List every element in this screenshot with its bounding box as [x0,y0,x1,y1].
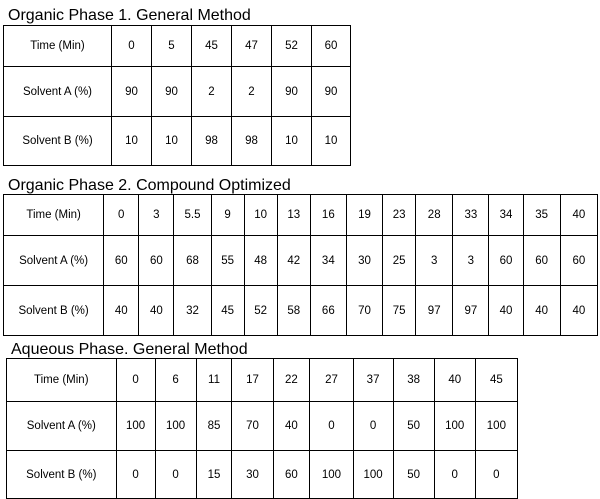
table-cell: 52 [272,26,312,67]
table-row [4,286,598,336]
row-label: Solvent A (%) [4,67,112,117]
table-cell: 60 [139,236,174,286]
table-cell: 23 [383,195,416,236]
table-cell: 66 [310,286,346,336]
table-cell: 30 [232,451,273,499]
table-cell: 100 [310,451,353,499]
table-cell: 45 [211,286,244,336]
table-cell: 60 [104,236,139,286]
table-cell: 58 [277,286,310,336]
table-cell: 40 [560,195,597,236]
gradient-table [3,194,598,336]
table-cell: 90 [312,67,351,117]
table-cell: 35 [523,195,560,236]
row-label: Time (Min) [4,195,104,236]
table-title: Organic Phase 2. Compound Optimized [8,177,291,194]
table-cell: 0 [104,195,139,236]
table-cell: 97 [416,286,453,336]
table-cell: 37 [353,359,393,402]
table-cell: 90 [272,67,312,117]
table-cell: 45 [475,359,517,402]
table-cell: 10 [272,117,312,166]
table-cell: 33 [453,195,489,236]
table-title: Organic Phase 1. General Method [8,7,251,24]
table-cell: 19 [346,195,382,236]
table-cell: 100 [155,402,196,451]
row-label: Solvent A (%) [7,402,117,451]
table-cell: 27 [310,359,353,402]
table-cell: 40 [560,286,597,336]
table-title: Aqueous Phase. General Method [11,341,248,358]
table-cell: 40 [489,286,523,336]
table-cell: 45 [192,26,232,67]
table-cell: 0 [310,402,353,451]
table-cell: 50 [393,451,434,499]
table-cell: 40 [104,286,139,336]
table-cell: 13 [277,195,310,236]
table-cell: 100 [353,451,393,499]
table-cell: 60 [312,26,351,67]
table-cell: 42 [277,236,310,286]
table-cell: 60 [560,236,597,286]
row-label: Solvent B (%) [7,451,117,499]
table-cell: 98 [192,117,232,166]
table-row [4,67,351,117]
table-row [4,26,351,67]
table-cell: 2 [232,67,272,117]
table-cell: 85 [196,402,232,451]
row-label: Solvent B (%) [4,286,104,336]
table-cell: 3 [139,195,174,236]
table-cell: 50 [393,402,434,451]
table-cell: 55 [211,236,244,286]
table-cell: 60 [273,451,310,499]
table-cell: 48 [244,236,277,286]
table-cell: 90 [152,67,192,117]
table-cell: 100 [475,402,517,451]
table-row [4,117,351,166]
table-cell: 9 [211,195,244,236]
table-cell: 22 [273,359,310,402]
gradient-table [3,25,351,166]
table-cell: 10 [244,195,277,236]
table-cell: 3 [453,236,489,286]
table-cell: 28 [416,195,453,236]
table-cell: 90 [112,67,152,117]
table-cell: 0 [116,359,155,402]
table-cell: 38 [393,359,434,402]
row-label: Solvent B (%) [4,117,112,166]
table-cell: 10 [152,117,192,166]
row-label: Time (Min) [7,359,117,402]
table-cell: 98 [232,117,272,166]
table-cell: 0 [353,402,393,451]
table-cell: 40 [139,286,174,336]
table-cell: 0 [116,451,155,499]
table-row [7,402,518,451]
table-cell: 60 [523,236,560,286]
table-row [4,195,598,236]
row-label: Solvent A (%) [4,236,104,286]
table-cell: 97 [453,286,489,336]
table-cell: 47 [232,26,272,67]
table-cell: 2 [192,67,232,117]
table-cell: 52 [244,286,277,336]
table-row [7,451,518,499]
table-cell: 68 [174,236,211,286]
table-cell: 0 [475,451,517,499]
table-cell: 100 [116,402,155,451]
table-cell: 11 [196,359,232,402]
table-cell: 15 [196,451,232,499]
table-cell: 0 [434,451,475,499]
table-cell: 75 [383,286,416,336]
table-cell: 34 [310,236,346,286]
table-cell: 70 [346,286,382,336]
table-row [7,359,518,402]
table-cell: 60 [489,236,523,286]
table-cell: 0 [155,451,196,499]
table-cell: 10 [112,117,152,166]
table-row [4,236,598,286]
table-cell: 10 [312,117,351,166]
table-cell: 30 [346,236,382,286]
table-cell: 16 [310,195,346,236]
table-cell: 100 [434,402,475,451]
table-cell: 40 [273,402,310,451]
table-cell: 70 [232,402,273,451]
table-cell: 25 [383,236,416,286]
row-label: Time (Min) [4,26,112,67]
table-cell: 5 [152,26,192,67]
table-cell: 40 [523,286,560,336]
table-cell: 34 [489,195,523,236]
table-cell: 32 [174,286,211,336]
table-cell: 5.5 [174,195,211,236]
table-cell: 17 [232,359,273,402]
table-cell: 40 [434,359,475,402]
table-cell: 6 [155,359,196,402]
gradient-table [6,358,518,499]
table-cell: 0 [112,26,152,67]
table-cell: 3 [416,236,453,286]
